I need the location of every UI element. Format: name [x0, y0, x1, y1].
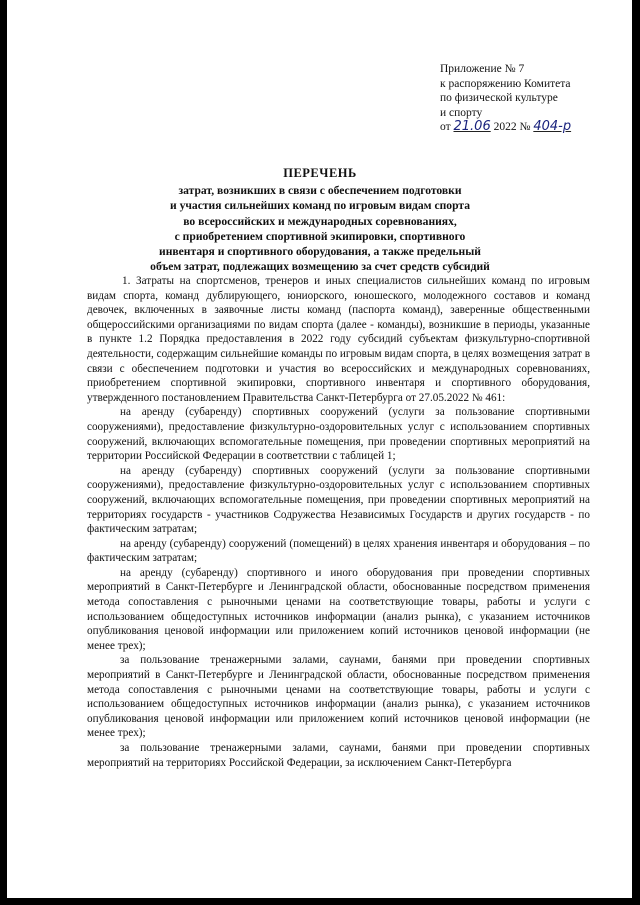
title-line: с приобретением спортивной экипировки, спортивного: [174, 229, 466, 243]
title-line: затрат, возникших в связи с обеспечением подготовки: [178, 184, 462, 198]
paragraph-item: на аренду (субаренду) сооружений (помещений) в целях хранения инвентаря и оборудования – по фактическим затратам;: [87, 537, 590, 565]
appendix-line: по физической культуре: [440, 92, 558, 104]
document-body: [87, 274, 590, 770]
date-year: 2022 №: [493, 121, 531, 133]
paragraph-item: на аренду (субаренду) спортивного и иного оборудования при проведении спортивных мероприятий в Санкт-Петербурге и Ленинградской области, обоснованные посредством применения метода сопоставления с рыночными ценами на соответствующие товары, работы и услуги с использованием общедоступных источников информации (анализ рынка), с указанием источников опубликования ценовой информации или приложением копий источников ценовой информации (не менее трех);: [87, 566, 590, 652]
scan-edge-left: [0, 0, 7, 905]
date-prefix: от: [440, 121, 451, 133]
title-line: во всероссийских и международных соревнованиях,: [183, 214, 457, 228]
title-line: инвентаря и спортивного оборудования, а также предельный: [159, 245, 481, 259]
date-day-month: 21.06: [453, 119, 491, 134]
title-heading: ПЕРЕЧЕНЬ: [283, 166, 357, 180]
scan-edge-right: [632, 0, 640, 905]
appendix-block: [440, 62, 630, 135]
scan-edge-bottom: [0, 898, 640, 905]
paragraph-item: за пользование тренажерными залами, саунами, банями при проведении спортивных мероприятий на территориях Российской Федерации, за исключением Санкт-Петербурга: [87, 742, 590, 769]
appendix-line: к распоряжению Комитета: [440, 77, 571, 90]
title-line: и участия сильнейших команд по игровым видам спорта: [169, 199, 471, 213]
paragraph-main: 1. Затраты на спортсменов, тренеров и иных специалистов сильнейших команд по игровым видам спорта, команд дублирующего, юниорского, юношеского, молодежного составов и команд девочек, включенных в заявочные листы команд (паспорта команд), заверенные общественными общероссийскими организациями по видам спорта (далее - команды), возникшие в периоды, указанные в пункте 1.2 Порядка предоставления в 2022 году субсидий субъектам физкультурно-спортивной деятельности, содержащим сильнейшие команды по игровым видам спорта, в целях возмещения затрат в связи с обеспечением подготовки и участия во всероссийских и международных соревнованиях, приобретением спортивной экипировки, спортивного инвентаря и спортивного оборудования, утвержденного постановлением Правительства Санкт-Петербурга от 27.05.2022 № 461:: [87, 275, 590, 404]
paragraph-item: за пользование тренажерными залами, саунами, банями при проведении спортивных мероприятий в Санкт-Петербурге и Ленинградской области, обоснованные посредством применения метода сопоставления с рыночными ценами на соответствующие товары, работы и услуги с использованием общедоступных источников информации (анализ рынка), с указанием источников опубликования ценовой информации или приложением копий источников ценовой информации (не менее трех);: [87, 654, 590, 740]
appendix-line: Приложение № 7: [440, 63, 525, 75]
appendix-line: и спорту: [440, 106, 483, 119]
paragraph-item: на аренду (субаренду) спортивных сооружений (услуги за пользование спортивными сооружениями), предоставление физкультурно-оздоровительных услуг с использованием спортивных сооружений, включающих вспомогательные помещения, при проведении спортивных мероприятий на территориях государств - участников Содружества Независимых Государств и других государств - по фактическим затратам;: [87, 464, 590, 536]
appendix-date-line: [440, 120, 630, 135]
title-line: объем затрат, подлежащих возмещению за счет средств субсидий: [150, 260, 490, 274]
paragraph-item: на аренду (субаренду) спортивных сооружений (услуги за пользование спортивными сооружениями), предоставление физкультурно-оздоровительных услуг с использованием спортивных сооружений, включающих вспомогательные помещения, при проведении спортивных мероприятий на территории Российской Федерации в соответствии с таблицей 1;: [87, 406, 590, 463]
document-number: 404-р: [533, 119, 572, 134]
document-title: [60, 166, 580, 274]
